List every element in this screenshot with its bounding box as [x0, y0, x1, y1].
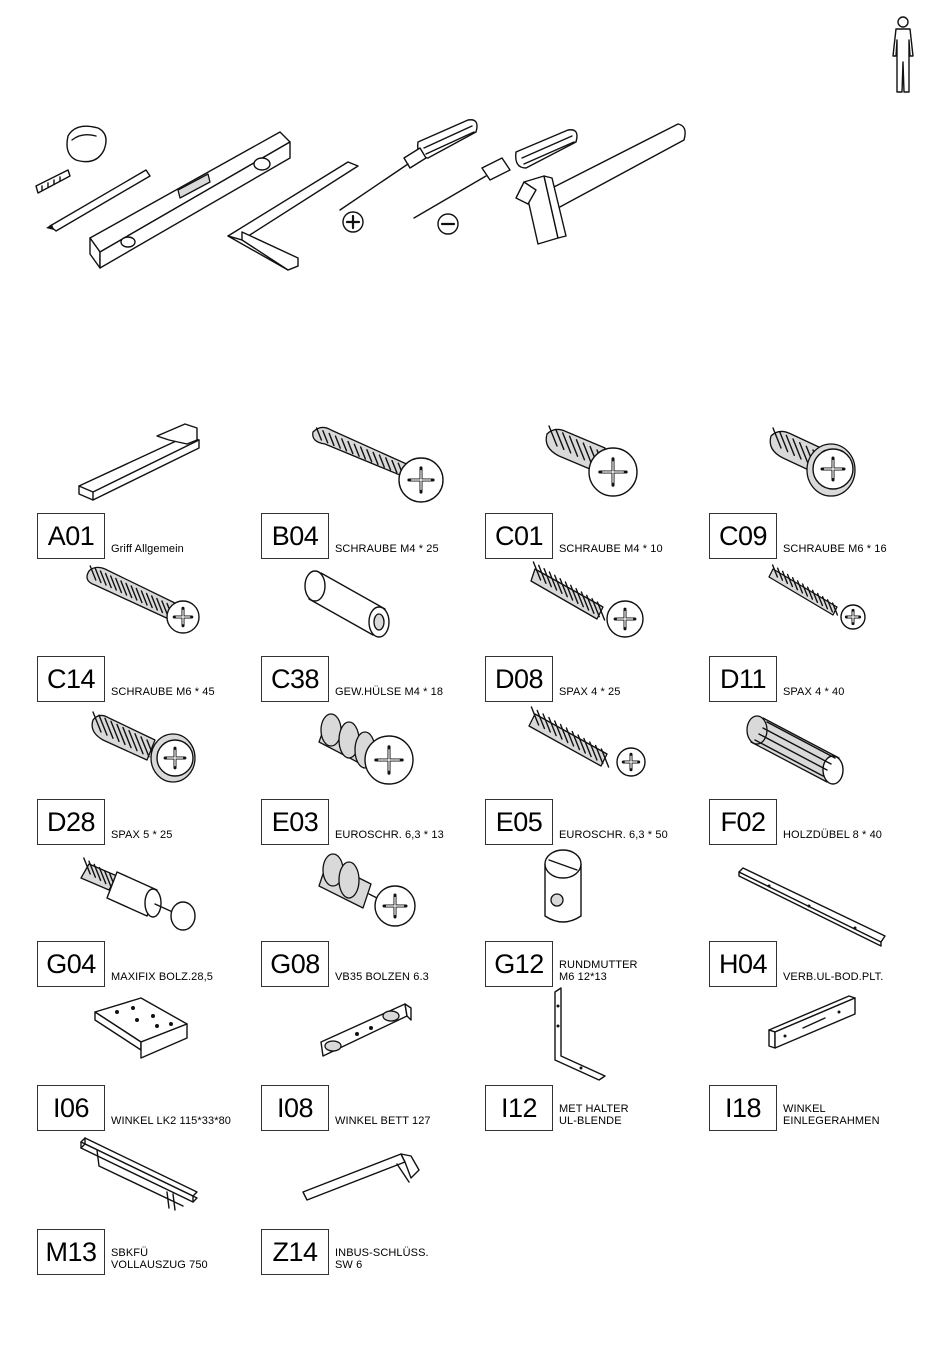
handle-icon	[37, 414, 257, 504]
part-description: SPAX 5 * 25	[111, 829, 173, 841]
part-code: C38	[261, 656, 329, 702]
part-code: D08	[485, 656, 553, 702]
part-item-e03	[261, 700, 481, 845]
long-screw-icon	[261, 414, 481, 504]
part-description: GEW.HÜLSE M4 * 18	[335, 686, 444, 698]
part-item-f02	[709, 700, 929, 845]
angle-profile-icon	[709, 986, 929, 1076]
part-code: C14	[37, 656, 105, 702]
cam-bolt-icon	[37, 842, 257, 932]
part-description: HOLZDÜBEL 8 * 40	[783, 829, 883, 841]
part-description: SCHRAUBE M6 * 45	[111, 686, 215, 698]
vb-bolt-icon	[261, 842, 481, 932]
part-item-g04	[37, 842, 257, 987]
flat-plate-icon	[709, 842, 929, 932]
part-code: I18	[709, 1085, 777, 1131]
part-description: MET HALTER UL-BLENDE	[559, 1103, 629, 1127]
part-code: G08	[261, 941, 329, 987]
part-description: VERB.UL-BOD.PLT.	[783, 971, 884, 983]
countersunk-screw-icon	[485, 414, 705, 504]
part-description: Griff Allgemein	[111, 543, 184, 555]
part-item-i06	[37, 986, 257, 1131]
pan-wood-screw-icon	[37, 700, 257, 790]
screwdriver-phillips-icon	[340, 120, 477, 232]
part-item-g08	[261, 842, 481, 987]
part-item-c01	[485, 414, 705, 559]
part-item-d08	[485, 557, 705, 702]
part-item-i08	[261, 986, 481, 1131]
part-description: WINKEL LK2 115*33*80	[111, 1115, 232, 1127]
part-code: G12	[485, 941, 553, 987]
part-description: SCHRAUBE M4 * 25	[335, 543, 439, 555]
part-description: SCHRAUBE M4 * 10	[559, 543, 663, 555]
part-description: SCHRAUBE M6 * 16	[783, 543, 887, 555]
part-code: H04	[709, 941, 777, 987]
part-description: RUNDMUTTER M6 12*13	[559, 959, 638, 983]
angle-plate-icon	[37, 986, 257, 1076]
person-icon	[887, 16, 919, 94]
part-item-d11	[709, 557, 929, 702]
part-code: G04	[37, 941, 105, 987]
sleeve-icon	[261, 557, 481, 647]
part-item-i12	[485, 986, 705, 1131]
part-description: EUROSCHR. 6,3 * 13	[335, 829, 444, 841]
part-item-c38	[261, 557, 481, 702]
part-description: SBKFÜ VOLLAUSZUG 750	[111, 1247, 208, 1271]
part-description: INBUS-SCHLÜSS. SW 6	[335, 1247, 429, 1271]
part-code: M13	[37, 1229, 105, 1275]
part-item-a01	[37, 414, 257, 559]
euro-screw-short-icon	[261, 700, 481, 790]
hex-key-icon	[261, 1130, 481, 1220]
part-code: D28	[37, 799, 105, 845]
barrel-nut-icon	[485, 842, 705, 932]
part-code: I08	[261, 1085, 329, 1131]
part-description: SPAX 4 * 25	[559, 686, 621, 698]
part-item-h04	[709, 842, 929, 987]
part-code: Z14	[261, 1229, 329, 1275]
part-item-i18	[709, 986, 929, 1131]
part-description: WINKEL BETT 127	[335, 1115, 431, 1127]
part-description: VB35 BOLZEN 6.3	[335, 971, 429, 983]
wood-dowel-icon	[709, 700, 929, 790]
drawer-slide-icon	[37, 1130, 257, 1220]
part-code: I12	[485, 1085, 553, 1131]
part-item-m13	[37, 1130, 257, 1275]
part-description: MAXIFIX BOLZ.28,5	[111, 971, 213, 983]
part-code: D11	[709, 656, 777, 702]
part-item-d28	[37, 700, 257, 845]
wood-screw-icon	[485, 557, 705, 647]
part-code: E03	[261, 799, 329, 845]
part-code: C09	[709, 513, 777, 559]
part-code: A01	[37, 513, 105, 559]
euro-screw-long-icon	[485, 700, 705, 790]
part-code: I06	[37, 1085, 105, 1131]
part-code: E05	[485, 799, 553, 845]
l-bracket-icon	[485, 986, 705, 1076]
part-description: EUROSCHR. 6,3 * 50	[559, 829, 668, 841]
part-description: WINKEL EINLEGERAHMEN	[783, 1103, 880, 1127]
part-item-b04	[261, 414, 481, 559]
part-code: C01	[485, 513, 553, 559]
part-item-e05	[485, 700, 705, 845]
part-item-c14	[37, 557, 257, 702]
part-item-c09	[709, 414, 929, 559]
pan-screw-icon	[709, 414, 929, 504]
part-description: SPAX 4 * 40	[783, 686, 845, 698]
part-code: B04	[261, 513, 329, 559]
part-item-g12	[485, 842, 705, 987]
tools-illustration	[28, 118, 698, 278]
machine-screw-icon	[37, 557, 257, 647]
part-code: F02	[709, 799, 777, 845]
part-item-z14	[261, 1130, 481, 1275]
wood-screw-long-icon	[709, 557, 929, 647]
bed-bracket-icon	[261, 986, 481, 1076]
tape-measure-icon	[36, 126, 106, 193]
